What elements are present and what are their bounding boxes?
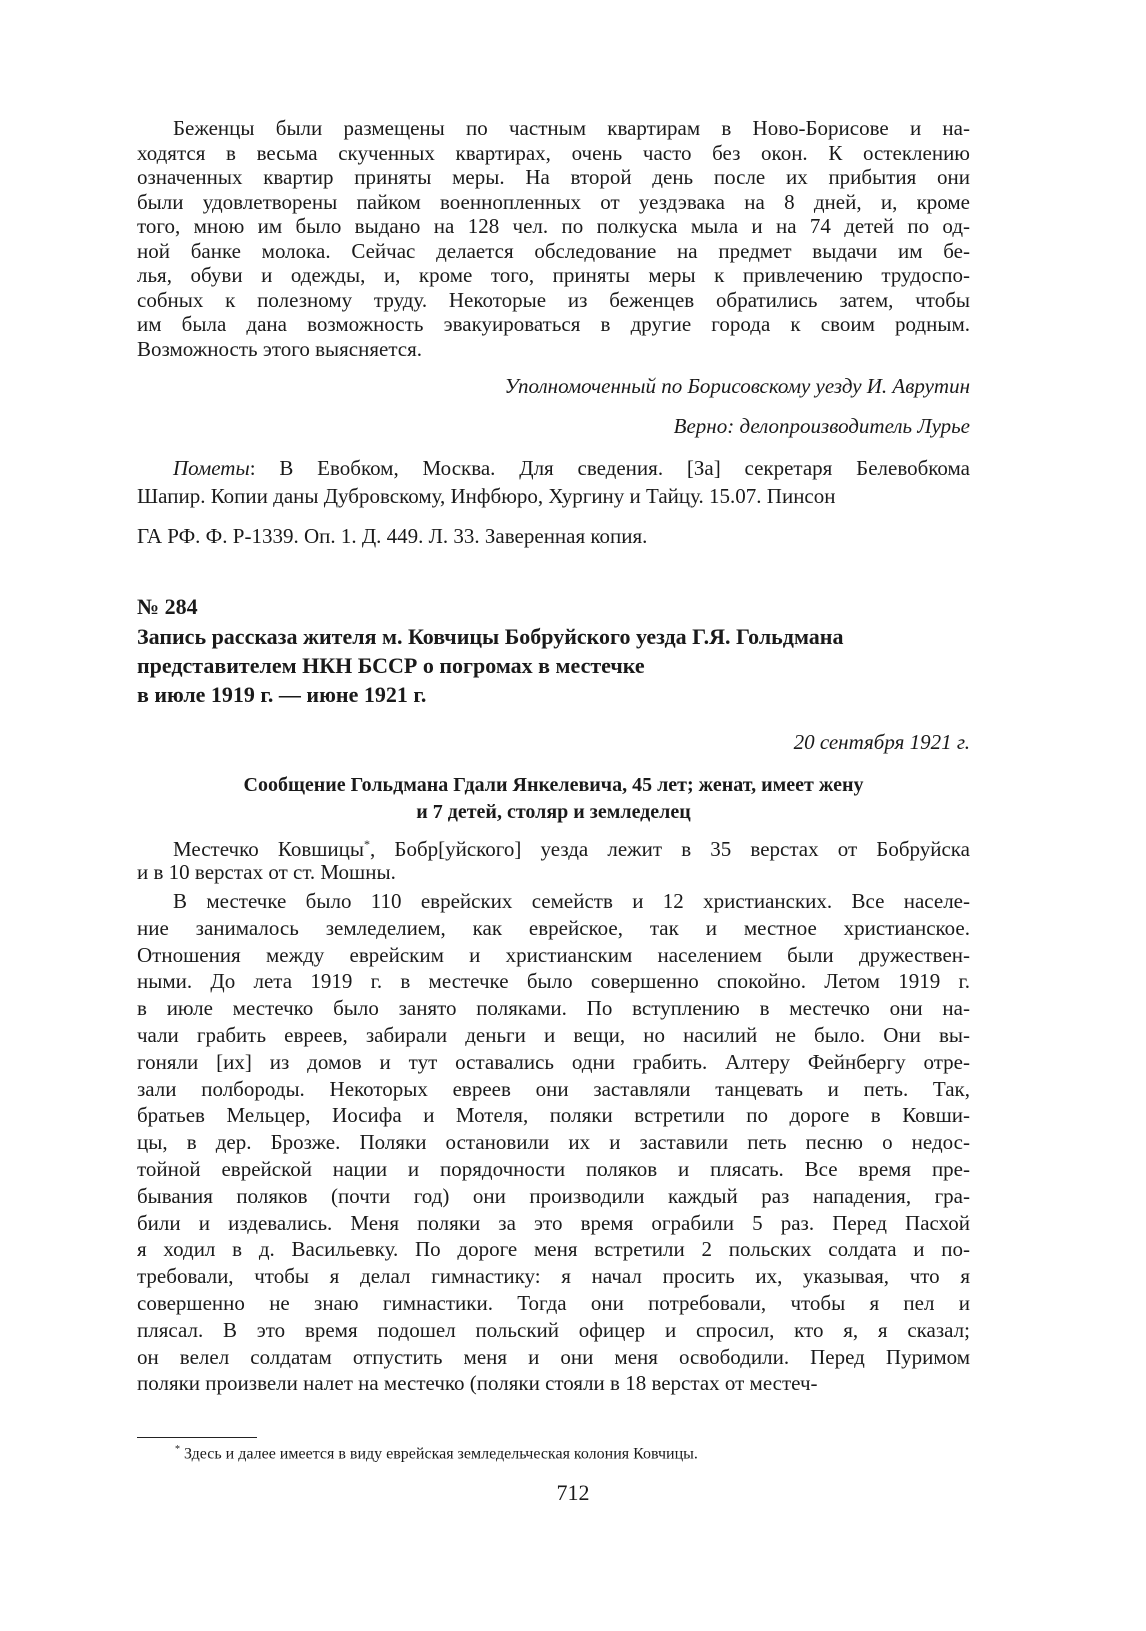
subtitle bbox=[137, 772, 970, 826]
text-line: цы, в дер. Брозже. Поляки остановили их и заставили петь песню о недос- bbox=[137, 1130, 970, 1155]
text-line: били и издевались. Меня поляки за это время ограбили 5 раз. Перед Пасхой bbox=[137, 1210, 970, 1235]
certified-copy: Верно: делопроизводитель Лурье bbox=[673, 414, 970, 438]
text-line: были удовлетворены пайком военнопленных от уездэвака на 8 дней, и, кроме bbox=[137, 189, 970, 214]
text-line: братьев Мельцер, Иосифа и Мотеля, поляки встретили по дороге в Ковши- bbox=[137, 1103, 970, 1128]
text-line: ными. До лета 1919 г. в местечке было совершенно спокойно. Летом 1919 г. bbox=[137, 969, 970, 994]
document-number: № 284 bbox=[137, 594, 198, 619]
text-line: гоняли [их] из домов и тут оставались одни грабить. Алтеру Фейнбергу отре- bbox=[137, 1049, 970, 1074]
text-line: совершенно не знаю гимнастики. Тогда они потребовали, чтобы я пел и bbox=[137, 1290, 970, 1315]
text-line: Отношения между еврейским и христианским населением были дружествен- bbox=[137, 942, 970, 967]
text-line: ной банке молока. Сейчас делается обследование на предмет выдачи им бе- bbox=[137, 238, 970, 263]
text-line: ние занималось земледелием, как еврейское, так и местное христианское. bbox=[137, 915, 970, 940]
footnote-marker: * bbox=[175, 1444, 180, 1455]
footnote-text: Здесь и далее имеется в виду еврейская земледельческая колония Ковчицы. bbox=[180, 1445, 698, 1463]
text-line: лья, обуви и одежды, и, кроме того, приняты меры к привлечению трудоспо- bbox=[137, 263, 970, 287]
text-line: бывания поляков (почти год) они производили каждый раз нападения, гра- bbox=[137, 1183, 970, 1208]
text-line: я ходил в д. Васильевку. По дороге меня встретили 2 польских солдата и по- bbox=[137, 1237, 970, 1262]
footnote bbox=[175, 1444, 698, 1463]
page-number: 712 bbox=[556, 1480, 590, 1505]
notes-text-2: Шапир. Копии даны Дубровскому, Инфбюро, Хургину и Тайцу. 15.07. Пинсон bbox=[137, 484, 836, 508]
text-line: он велел солдатам отпустить меня и они меня освободили. Перед Пуримом bbox=[137, 1344, 970, 1369]
notes-label: Пометы bbox=[173, 456, 250, 480]
title-line: представителем НКН БССР о погромах в местечке bbox=[137, 653, 645, 678]
text-line: собных к полезному труду. Некоторые из беженцев обратились затем, чтобы bbox=[137, 287, 970, 312]
text-line: им была дана возможность эвакуироваться в другие города к своим родным. bbox=[137, 312, 970, 336]
text: и в 10 верстах от ст. Мошны. bbox=[137, 860, 396, 884]
notes-text: : В Евобком, Москва. Для сведения. [За] секретаря Белевобкома bbox=[249, 456, 970, 480]
text-line: чали грабить евреев, забирали деньги и вещи, но насилий не было. Они вы- bbox=[137, 1022, 970, 1047]
text-line: тойной еврейской нации и порядочности поляков и плясать. Все время пре- bbox=[137, 1156, 970, 1181]
archive-reference: ГА РФ. Ф. Р-1339. Оп. 1. Д. 449. Л. 33. Заверенная копия. bbox=[137, 524, 648, 548]
text-line: ходятся в весьма скученных квартирах, очень часто без окон. К остеклению bbox=[137, 140, 970, 165]
text: Местечко Ковшицы bbox=[173, 837, 364, 861]
text-line: зали полбороды. Некоторых евреев они заставляли танцевать и петь. Так, bbox=[137, 1076, 970, 1101]
subtitle-line: Сообщение Гольдмана Гдали Янкелевича, 45 лет; женат, имеет жену bbox=[243, 774, 864, 796]
footnote-marker[interactable]: * bbox=[364, 837, 370, 851]
text-line: плясал. В это время подошел польский офицер и спросил, кто я, я сказал; bbox=[137, 1317, 970, 1342]
paragraph-testimony bbox=[137, 888, 970, 1397]
footnote-divider bbox=[137, 1437, 257, 1438]
paragraph-location bbox=[137, 830, 970, 886]
document-title bbox=[137, 622, 970, 709]
text-line: в июле местечко было занято поляками. По вступлению в местечко они на- bbox=[137, 996, 970, 1021]
title-line: Запись рассказа жителя м. Ковчицы Бобруйского уезда Г.Я. Гольдмана bbox=[137, 624, 844, 649]
text-line: Возможность этого выясняется. bbox=[137, 336, 423, 361]
signature: Уполномоченный по Борисовскому уезду И. Аврутин bbox=[504, 374, 970, 398]
text-line: требовали, чтобы я делал гимнастику: я начал просить их, указывая, что я bbox=[137, 1264, 970, 1289]
notes bbox=[137, 454, 970, 510]
text-line: В местечке было 110 еврейских семейств и 12 христианских. Все населе- bbox=[173, 889, 970, 913]
document-date: 20 сентября 1921 г. bbox=[793, 730, 970, 754]
text-line: Беженцы были размещены по частным квартирам в Ново-Борисове и на- bbox=[173, 116, 970, 140]
paragraph-refugees bbox=[137, 116, 970, 361]
text: , Бобр[уйского] уезда лежит в 35 верстах от Бобруйска bbox=[370, 837, 970, 861]
text-line: поляки произвели налет на местечко (поляки стояли в 18 верстах от местеч- bbox=[137, 1371, 818, 1396]
text-line: того, мною им было выдано на 128 чел. по полкуска мыла и на 74 детей по од- bbox=[137, 214, 970, 238]
subtitle-line: и 7 детей, столяр и земледелец bbox=[416, 801, 691, 823]
text-line: означенных квартир приняты меры. На второй день после их прибытия они bbox=[137, 165, 970, 189]
title-line: в июле 1919 г. — июне 1921 г. bbox=[137, 682, 427, 707]
